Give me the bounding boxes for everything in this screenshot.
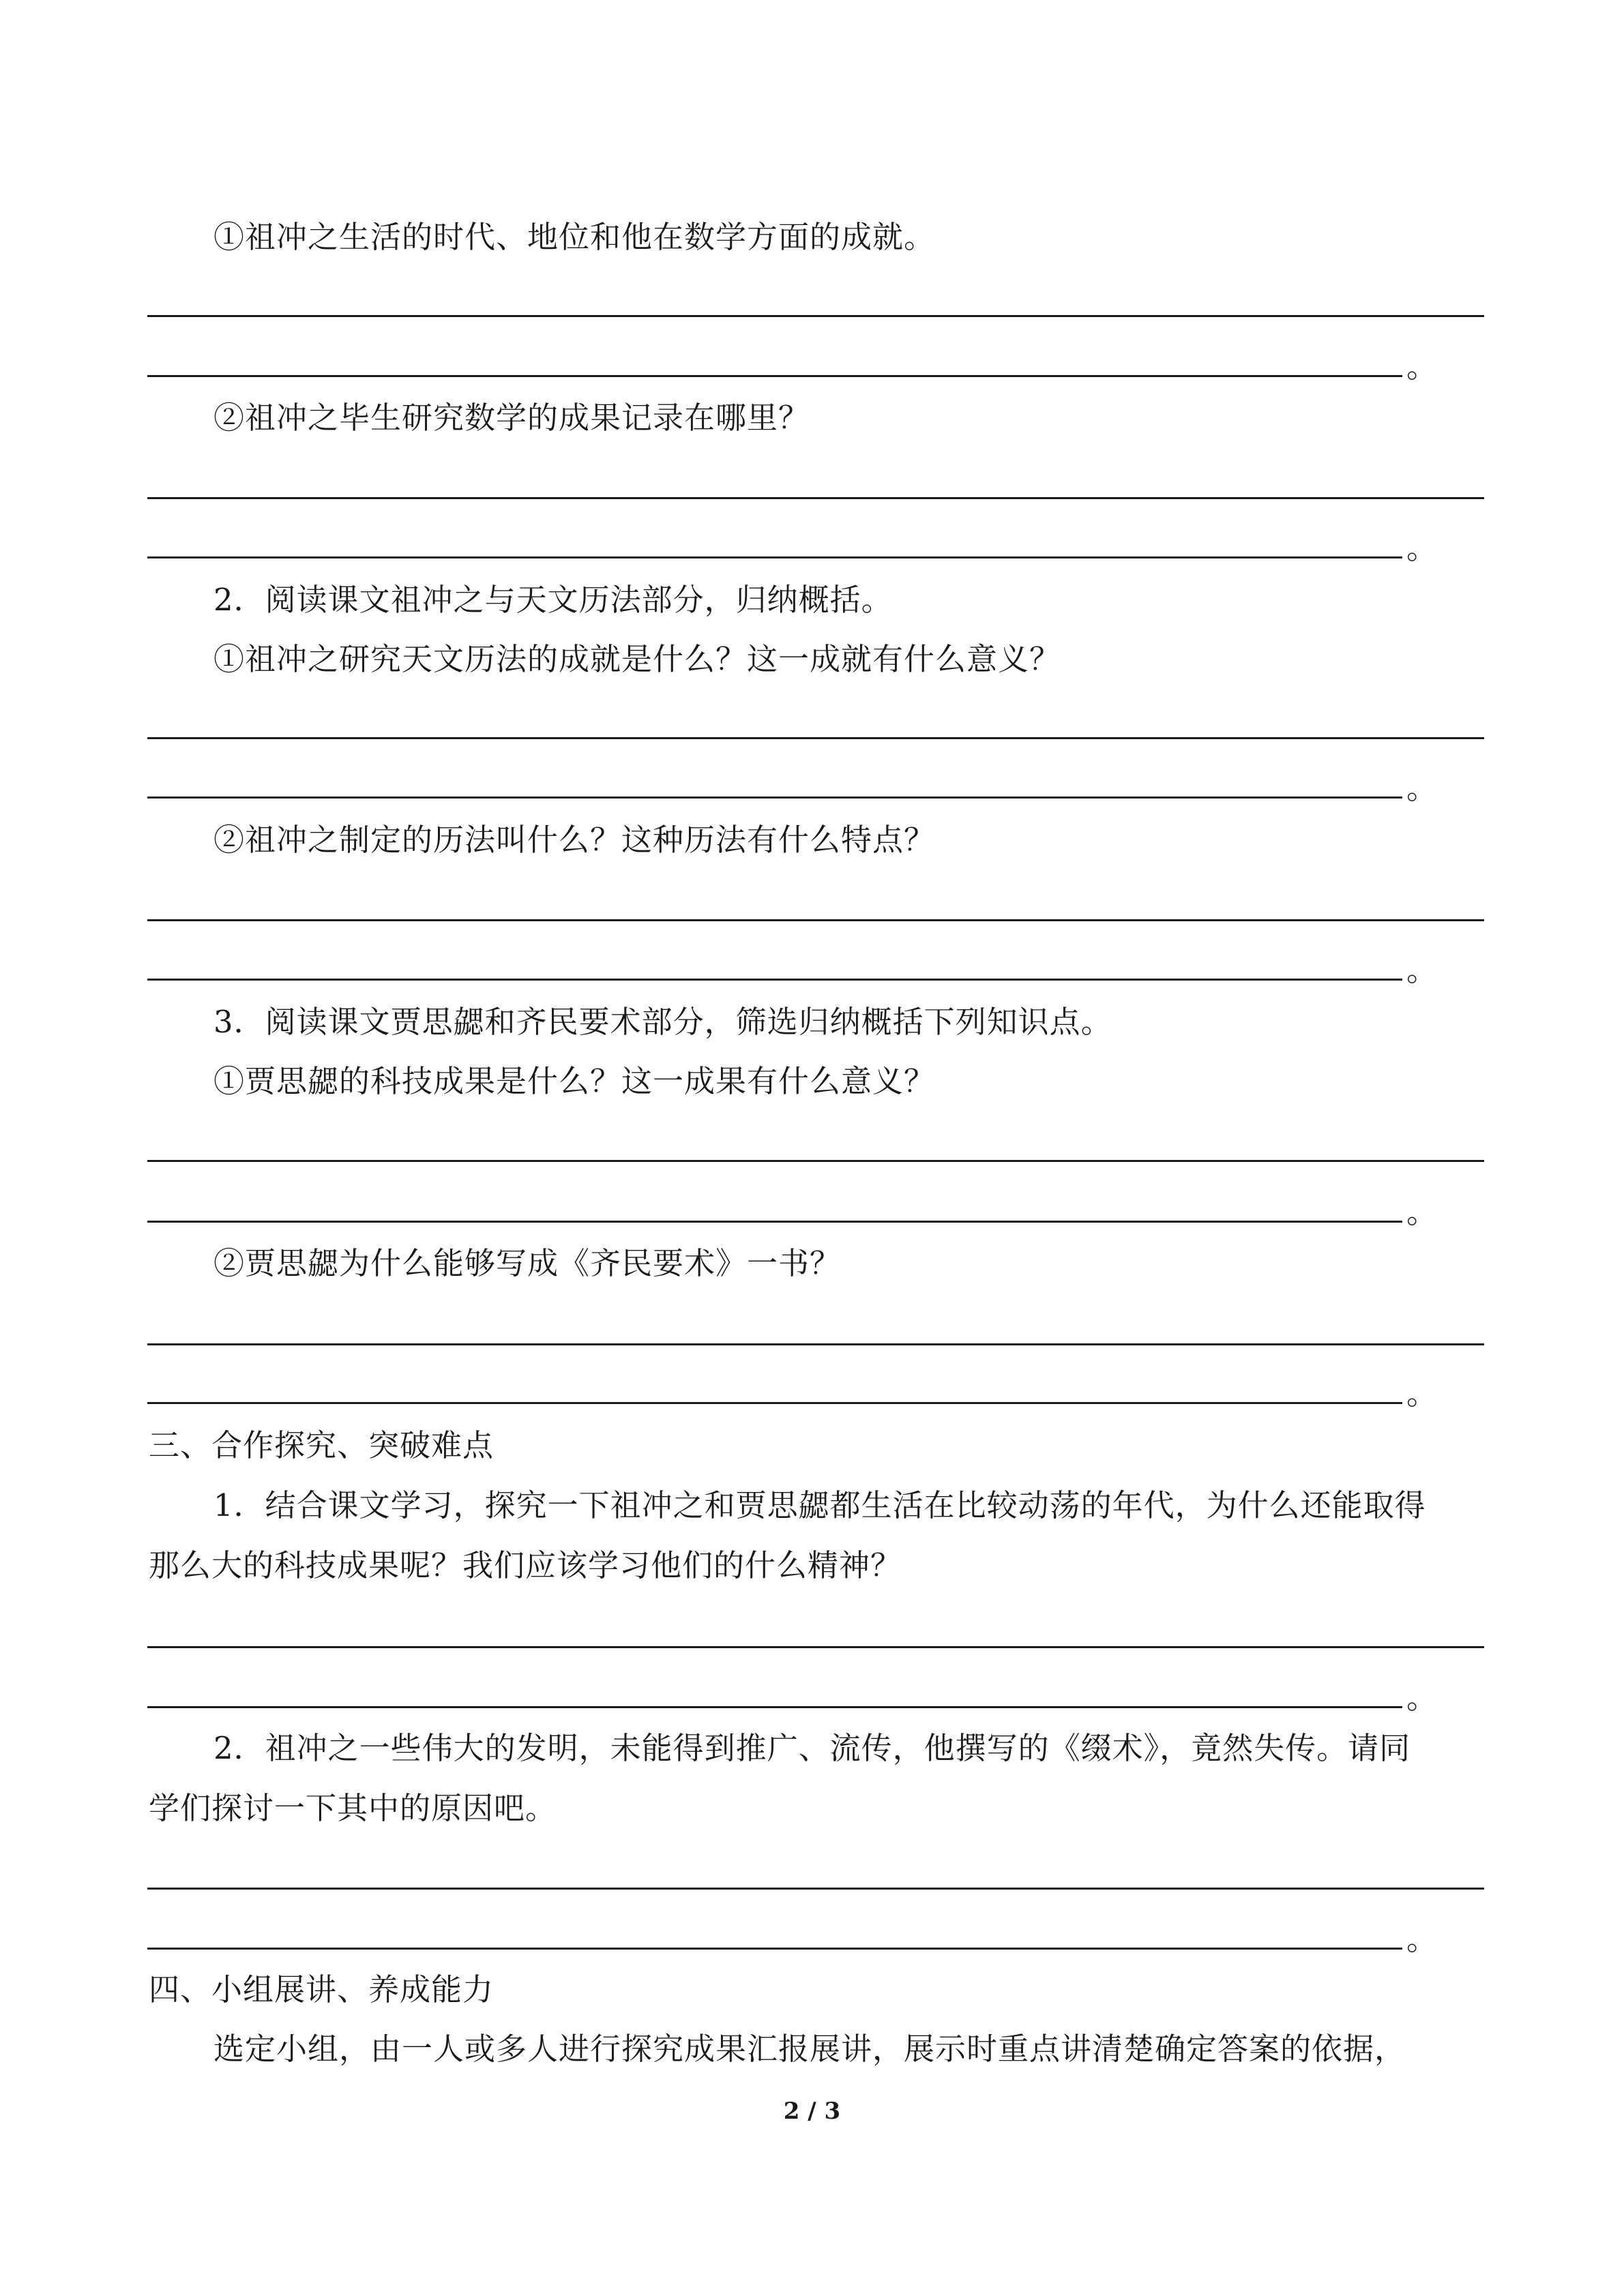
answer-line [147, 1160, 1484, 1162]
page-number: 2 / 3 [783, 2098, 841, 2125]
answer-end-mark: 。 [1406, 1375, 1438, 1412]
question-3-1: ①贾思勰的科技成果是什么？这一成果有什么意义？ [213, 1063, 936, 1099]
answer-line [147, 375, 1402, 377]
section-3-question-2-line-2: 学们探讨一下其中的原因吧。 [149, 1790, 557, 1826]
answer-line [147, 556, 1402, 558]
answer-end-mark: 。 [1406, 952, 1438, 988]
answer-line [147, 1343, 1484, 1345]
answer-line [147, 796, 1402, 799]
answer-end-mark: 。 [1406, 1680, 1438, 1716]
answer-line [147, 497, 1484, 499]
section-3-question-1-line-1: 1．结合课文学习，探究一下祖冲之和贾思勰都生活在比较动荡的年代，为什么还能取得 [213, 1487, 1426, 1523]
answer-line [147, 737, 1484, 739]
answer-end-mark: 。 [1406, 348, 1438, 385]
answer-end-mark: 。 [1406, 1194, 1438, 1230]
section-3-question-2-line-1: 2．祖冲之一些伟大的发明，未能得到推广、流传，他撰写的《缀术》，竟然失传。请同 [213, 1730, 1411, 1766]
answer-line [147, 1706, 1402, 1708]
answer-line [147, 1402, 1402, 1404]
answer-line [147, 1948, 1402, 1950]
question-2-1: ①祖冲之研究天文历法的成就是什么？这一成就有什么意义？ [213, 641, 1061, 677]
section-heading-3: 三、合作探究、突破难点 [149, 1427, 494, 1463]
question-1-2: ②祖冲之毕生研究数学的成果记录在哪里？ [213, 400, 810, 436]
question-3: 3．阅读课文贾思勰和齐民要术部分，筛选归纳概括下列知识点。 [213, 1004, 1112, 1040]
answer-line [147, 1221, 1402, 1223]
answer-line [147, 1646, 1484, 1648]
section-3-question-1-line-2: 那么大的科技成果呢？我们应该学习他们的什么精神？ [149, 1547, 902, 1583]
question-2-2: ②祖冲之制定的历法叫什么？这种历法有什么特点？ [213, 822, 936, 858]
question-1-1: ①祖冲之生活的时代、地位和他在数学方面的成就。 [213, 219, 936, 255]
question-3-2: ②贾思勰为什么能够写成《齐民要术》一书？ [213, 1245, 842, 1281]
answer-line [147, 979, 1402, 981]
answer-end-mark: 。 [1406, 1921, 1438, 1957]
section-4-text: 选定小组，由一人或多人进行探究成果汇报展讲，展示时重点讲清楚确定答案的依据， [213, 2031, 1406, 2067]
section-heading-4: 四、小组展讲、养成能力 [149, 1971, 494, 2008]
answer-line [147, 919, 1484, 921]
question-2: 2．阅读课文祖冲之与天文历法部分，归纳概括。 [213, 582, 893, 618]
answer-line [147, 315, 1484, 317]
answer-end-mark: 。 [1406, 770, 1438, 806]
answer-end-mark: 。 [1406, 530, 1438, 566]
answer-line [147, 1888, 1484, 1890]
